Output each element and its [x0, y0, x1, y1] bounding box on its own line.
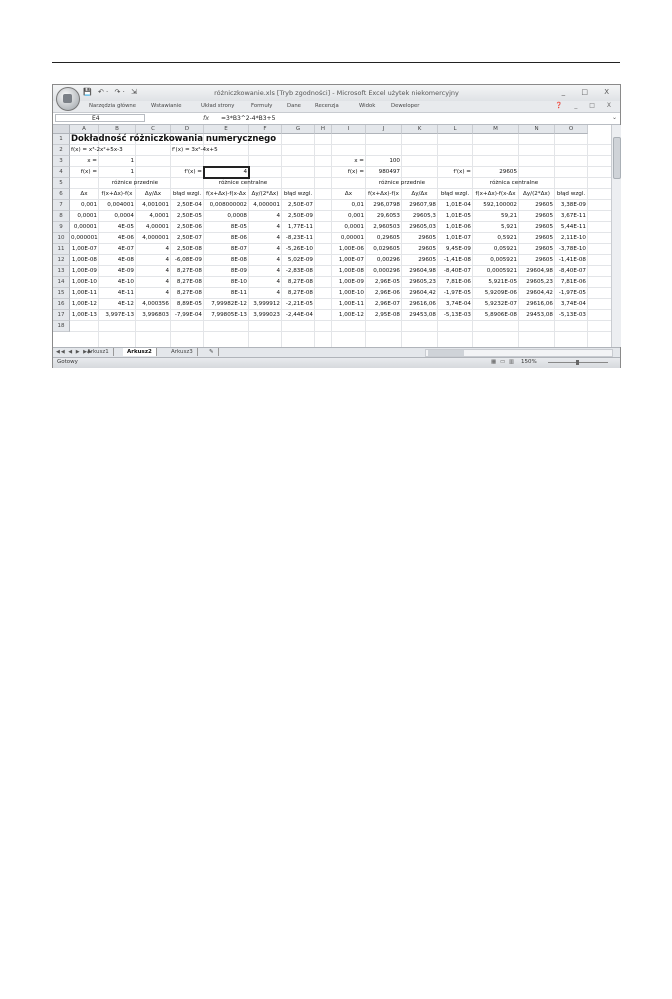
data-cell[interactable]: 4 — [165, 279, 169, 285]
data-cell[interactable]: 296,0798 — [373, 202, 400, 208]
row-header-6[interactable]: 6 — [53, 189, 70, 200]
horizontal-scroll-thumb[interactable] — [428, 350, 464, 356]
data-cell[interactable]: 2,11E-10 — [560, 235, 586, 241]
column-header-j[interactable]: J — [366, 125, 402, 134]
data-cell[interactable]: -3,78E-10 — [558, 246, 586, 252]
data-cell[interactable]: 4 — [276, 290, 280, 296]
column-label[interactable]: Δy/Δx — [144, 191, 162, 197]
function-label[interactable]: f(x) = x³-2x²+5x-3 — [71, 147, 123, 153]
sheet-nav-arrows[interactable]: ◀◀ ◀ ▶ ▶▶ — [56, 349, 93, 355]
data-cell[interactable]: 4E-09 — [117, 268, 134, 274]
data-cell[interactable]: 29616,06 — [409, 301, 436, 307]
customize-toolbar-icon[interactable]: ⇲ — [131, 88, 137, 96]
zoom-level[interactable]: 150% — [521, 359, 537, 365]
data-cell[interactable]: -1,41E-08 — [558, 257, 586, 263]
save-icon[interactable]: 💾 — [83, 88, 92, 96]
fx-label[interactable]: f(x) = — [80, 169, 97, 175]
tab-developer[interactable]: Deweloper — [391, 103, 420, 109]
data-cell[interactable]: -5,26E-10 — [285, 246, 313, 252]
data-cell[interactable]: 29453,08 — [526, 312, 553, 318]
data-cell[interactable]: -8,23E-11 — [285, 235, 313, 241]
data-cell[interactable]: 29605 — [535, 202, 553, 208]
window-controls[interactable]: _ □ X — [561, 88, 616, 96]
data-cell[interactable]: 8,27E-08 — [287, 290, 313, 296]
row-header-16[interactable]: 16 — [53, 299, 70, 310]
data-cell[interactable]: -1,97E-05 — [443, 290, 471, 296]
column-gridline — [587, 134, 588, 347]
data-cell[interactable]: 3,67E-11 — [560, 213, 586, 219]
data-cell[interactable]: 2,50E-08 — [176, 246, 202, 252]
formula-bar — [53, 113, 620, 125]
data-cell[interactable]: 1,00E-11 — [338, 301, 364, 307]
column-label[interactable]: Δx — [80, 191, 88, 197]
data-cell[interactable]: 29605,23 — [409, 279, 436, 285]
select-all-corner[interactable] — [53, 125, 70, 134]
sheet-tab-arkusz2[interactable]: Arkusz2 — [123, 348, 157, 356]
data-cell[interactable]: 1,01E-05 — [445, 213, 471, 219]
data-cell[interactable]: 592,100002 — [483, 202, 517, 208]
column-gridline — [365, 134, 366, 347]
column-gridline — [437, 134, 438, 347]
office-button[interactable] — [56, 87, 80, 111]
x-value[interactable]: 1 — [130, 158, 134, 164]
data-cell[interactable]: 2,50E-07 — [287, 202, 313, 208]
column-gridline — [314, 134, 315, 347]
data-cell[interactable]: 1,00E-12 — [71, 301, 97, 307]
derivative-label[interactable]: f'(x) = — [453, 169, 471, 175]
expand-formula-icon[interactable]: ⌄ — [611, 114, 617, 121]
worksheet-grid[interactable] — [53, 125, 611, 347]
data-cell[interactable]: 29616,06 — [526, 301, 553, 307]
sheet-tab-arkusz1[interactable]: Arkusz1 — [83, 348, 114, 356]
data-cell[interactable]: 0,05921 — [493, 246, 517, 252]
data-cell[interactable]: 29604,98 — [526, 268, 553, 274]
tab-review[interactable]: Recenzja — [315, 103, 339, 109]
tab-insert[interactable]: Wstawianie — [151, 103, 182, 109]
sheet-title[interactable]: Dokładność różniczkowania numerycznego — [71, 134, 277, 144]
data-cell[interactable]: 29605 — [418, 235, 436, 241]
tab-view[interactable]: Widok — [359, 103, 376, 109]
data-cell[interactable]: 29605 — [535, 257, 553, 263]
column-gridline — [98, 134, 99, 347]
data-cell[interactable]: 3,999912 — [253, 301, 280, 307]
data-cell[interactable]: 4,000356 — [142, 301, 169, 307]
data-cell[interactable]: 9,45E-09 — [445, 246, 471, 252]
data-cell[interactable]: 4,000001 — [253, 202, 280, 208]
column-header-e[interactable]: E — [204, 125, 249, 134]
data-cell[interactable]: 0,005921 — [490, 257, 517, 263]
data-cell[interactable]: 0,004001 — [107, 202, 134, 208]
data-cell[interactable]: 1,00E-10 — [338, 290, 364, 296]
data-cell[interactable]: 1,00E-09 — [71, 268, 97, 274]
data-cell[interactable]: 8E-09 — [230, 268, 247, 274]
derivative-label[interactable]: f'(x) = — [184, 169, 202, 175]
data-cell[interactable]: 0,001 — [80, 202, 97, 208]
data-cell[interactable]: 2,960503 — [373, 224, 400, 230]
data-cell[interactable]: 2,50E-04 — [176, 202, 202, 208]
data-cell[interactable]: 4 — [276, 257, 280, 263]
data-cell[interactable]: 2,96E-06 — [374, 290, 400, 296]
data-cell[interactable]: 4 — [165, 257, 169, 263]
row-header-15[interactable]: 15 — [53, 288, 70, 299]
data-cell[interactable]: 2,50E-06 — [176, 224, 202, 230]
column-label[interactable]: Δy/Δx — [411, 191, 428, 197]
data-cell[interactable]: 29605 — [535, 213, 553, 219]
data-cell[interactable]: 8,89E-05 — [176, 301, 202, 307]
data-cell[interactable]: 29604,42 — [409, 290, 436, 296]
column-header-i[interactable]: I — [332, 125, 366, 134]
column-header-a[interactable]: A — [70, 125, 99, 134]
data-cell[interactable]: 1,00E-10 — [71, 279, 97, 285]
row-header-2[interactable]: 2 — [53, 145, 70, 156]
data-cell[interactable]: 4E-05 — [117, 224, 134, 230]
derivative-label[interactable]: f'(x) = 3x²-4x+5 — [172, 147, 218, 153]
name-box[interactable]: E4 — [55, 114, 145, 122]
fx-label[interactable]: f(x) = — [347, 169, 364, 175]
column-header-d[interactable]: D — [171, 125, 204, 134]
column-gridline — [281, 134, 282, 347]
data-cell[interactable]: -7,99E-04 — [174, 312, 202, 318]
data-cell[interactable]: 8E-08 — [230, 257, 247, 263]
column-label[interactable]: Δy/(2*Δx) — [523, 191, 550, 197]
column-header-n[interactable]: N — [519, 125, 555, 134]
column-label[interactable]: błąd wzgl. — [172, 191, 202, 197]
row-header-5[interactable]: 5 — [53, 178, 70, 189]
data-cell[interactable]: 5,921E-05 — [488, 279, 517, 285]
data-cell[interactable]: -5,13E-03 — [558, 312, 586, 318]
data-cell[interactable]: 4,00001 — [145, 224, 169, 230]
row-header-7[interactable]: 7 — [53, 200, 70, 211]
data-cell[interactable]: 8E-06 — [230, 235, 247, 241]
data-cell[interactable]: 0,00296 — [376, 257, 400, 263]
column-header-f[interactable]: F — [249, 125, 282, 134]
data-cell[interactable]: 0,00001 — [340, 235, 364, 241]
column-header-c[interactable]: C — [136, 125, 171, 134]
tab-formulas[interactable]: Formuły — [251, 103, 273, 109]
x-label[interactable]: x = — [87, 158, 97, 164]
data-cell[interactable]: 0,0008 — [227, 213, 247, 219]
data-cell[interactable]: 29605 — [418, 246, 436, 252]
column-header-g[interactable]: G — [282, 125, 315, 134]
tab-home[interactable]: Narzędzia główne — [89, 103, 137, 109]
data-cell[interactable]: 3,38E-09 — [560, 202, 586, 208]
x-value[interactable]: 100 — [389, 158, 400, 164]
data-cell[interactable]: 5,44E-11 — [560, 224, 586, 230]
row-header-10[interactable]: 10 — [53, 233, 70, 244]
data-cell[interactable]: 8,27E-08 — [176, 279, 202, 285]
row-header-13[interactable]: 13 — [53, 266, 70, 277]
data-cell[interactable]: 0,01 — [351, 202, 364, 208]
data-cell[interactable]: 5,921 — [500, 224, 517, 230]
forward-differences-label: różnice przednie — [111, 180, 159, 186]
vertical-scrollbar[interactable] — [611, 125, 621, 347]
data-cell[interactable]: 2,96E-05 — [374, 279, 400, 285]
data-cell[interactable]: 4E-11 — [117, 290, 134, 296]
data-cell[interactable]: -1,97E-05 — [558, 290, 586, 296]
horizontal-scrollbar[interactable] — [425, 349, 613, 357]
data-cell[interactable]: 2,50E-07 — [176, 235, 202, 241]
data-cell[interactable]: 29605 — [535, 235, 553, 241]
redo-icon[interactable]: ↷ · — [114, 88, 125, 96]
row-header-9[interactable]: 9 — [53, 222, 70, 233]
undo-icon[interactable]: ↶ · — [97, 88, 109, 96]
data-cell[interactable]: 1,00E-11 — [71, 290, 97, 296]
ribbon-tabs — [53, 101, 620, 113]
column-gridline — [401, 134, 402, 347]
data-cell[interactable]: 29607,98 — [409, 202, 436, 208]
column-gridline — [518, 134, 519, 347]
data-cell[interactable]: 0,5921 — [497, 235, 517, 241]
data-cell[interactable]: 4 — [276, 268, 280, 274]
column-gridline — [472, 134, 473, 347]
column-gridline — [331, 134, 332, 347]
data-cell[interactable]: 0,0001 — [344, 224, 364, 230]
derivative-value[interactable]: 29605 — [499, 169, 517, 175]
excel-window — [52, 84, 621, 368]
column-label[interactable]: Δx — [344, 191, 353, 197]
column-label[interactable]: błąd wzgl. — [556, 191, 586, 197]
data-cell[interactable]: 8E-11 — [230, 290, 247, 296]
column-gridline — [554, 134, 555, 347]
column-header-h[interactable]: H — [315, 125, 332, 134]
data-cell[interactable]: 3,996803 — [142, 312, 169, 318]
data-cell[interactable]: 29605 — [418, 257, 436, 263]
data-cell[interactable]: 4,001001 — [142, 202, 169, 208]
data-cell[interactable]: 1,00E-08 — [71, 257, 97, 263]
fx-value[interactable]: 1 — [130, 169, 134, 175]
data-cell[interactable]: 3,74E-04 — [560, 301, 586, 307]
data-cell[interactable]: 7,81E-06 — [560, 279, 586, 285]
data-cell[interactable]: 4 — [165, 246, 169, 252]
data-cell[interactable]: 1,77E-11 — [287, 224, 313, 230]
data-cell[interactable]: 29604,98 — [409, 268, 436, 274]
data-cell[interactable]: 8,27E-08 — [287, 279, 313, 285]
row-header-17[interactable]: 17 — [53, 310, 70, 321]
column-label[interactable]: f(x+Δx)-f(x-Δx — [475, 191, 516, 197]
data-cell[interactable]: 0,0001 — [77, 213, 97, 219]
data-cell[interactable]: 29453,08 — [409, 312, 436, 318]
data-cell[interactable]: 5,02E-09 — [287, 257, 313, 263]
data-cell[interactable]: 1,00E-07 — [338, 257, 364, 263]
data-cell[interactable]: 0,000296 — [373, 268, 400, 274]
title-bar — [53, 85, 620, 101]
vertical-scroll-thumb[interactable] — [613, 137, 621, 179]
data-cell[interactable]: 1,00E-12 — [338, 312, 364, 318]
data-cell[interactable]: 4E-06 — [117, 235, 134, 241]
row-header-14[interactable]: 14 — [53, 277, 70, 288]
row-header-12[interactable]: 12 — [53, 255, 70, 266]
data-cell[interactable]: 1,00E-13 — [71, 312, 97, 318]
row-header-3[interactable]: 3 — [53, 156, 70, 167]
row-header-18[interactable]: 18 — [53, 321, 70, 332]
sheet-tab-arkusz3[interactable]: Arkusz3 — [167, 348, 198, 356]
data-cell[interactable]: 4 — [276, 235, 280, 241]
data-cell[interactable]: 4 — [276, 279, 280, 285]
column-label[interactable]: f(x+Δx)-f(x — [368, 191, 399, 197]
data-cell[interactable]: 7,99982E-12 — [211, 301, 247, 307]
data-cell[interactable]: 29605,03 — [409, 224, 436, 230]
data-cell[interactable]: 4,0001 — [149, 213, 169, 219]
data-cell[interactable]: 29604,42 — [526, 290, 553, 296]
data-cell[interactable]: 2,96E-07 — [374, 301, 400, 307]
data-cell[interactable]: 7,99805E-13 — [211, 312, 247, 318]
data-cell[interactable]: 0,001 — [347, 213, 364, 219]
data-cell[interactable]: 0,000001 — [71, 235, 98, 241]
data-cell[interactable]: 4 — [165, 290, 169, 296]
data-cell[interactable]: 1,00E-06 — [338, 246, 364, 252]
data-cell[interactable]: 3,999023 — [253, 312, 280, 318]
derivative-value[interactable]: 4 — [243, 169, 247, 175]
column-label[interactable]: f(x+Δx)-f(x-Δx — [205, 191, 247, 197]
data-cell[interactable]: 5,8906E-08 — [484, 312, 517, 318]
data-cell[interactable]: 59,21 — [500, 213, 517, 219]
data-cell[interactable]: 1,00E-09 — [338, 279, 364, 285]
formula-input[interactable]: =3*B3^2-4*B3+5 — [221, 114, 276, 122]
central-differences-label: różnice centralne — [218, 180, 268, 186]
ribbon-right-controls[interactable]: ❓ _ □ X — [555, 102, 616, 109]
data-cell[interactable]: 29605,3 — [412, 213, 436, 219]
zoom-slider[interactable] — [548, 362, 608, 363]
data-cell[interactable]: -2,83E-08 — [285, 268, 313, 274]
data-cell[interactable]: 4 — [165, 268, 169, 274]
data-cell[interactable]: 0,29605 — [376, 235, 400, 241]
row-header-1[interactable]: 1 — [53, 134, 70, 145]
data-cell[interactable]: 5,9232E-07 — [484, 301, 517, 307]
data-cell[interactable]: 8,27E-08 — [176, 290, 202, 296]
data-cell[interactable]: -2,21E-05 — [285, 301, 313, 307]
data-cell[interactable]: -1,41E-08 — [443, 257, 471, 263]
data-cell[interactable]: 1,00E-08 — [338, 268, 364, 274]
data-cell[interactable]: 8E-07 — [230, 246, 247, 252]
data-cell[interactable]: 8E-05 — [230, 224, 247, 230]
data-cell[interactable]: 0,00001 — [73, 224, 97, 230]
data-cell[interactable]: -2,44E-04 — [285, 312, 313, 318]
fx-icon[interactable]: fx — [203, 114, 210, 122]
data-cell[interactable]: 1,01E-06 — [445, 224, 471, 230]
data-cell[interactable]: -8,40E-07 — [558, 268, 586, 274]
data-cell[interactable]: 0,029605 — [373, 246, 400, 252]
data-cell[interactable]: 29605,23 — [526, 279, 553, 285]
column-header-l[interactable]: L — [438, 125, 473, 134]
data-cell[interactable]: -6,08E-09 — [174, 257, 202, 263]
view-mode-icons[interactable]: ▦ ▭ ▥ — [491, 359, 516, 365]
forward-differences-label: różnice przednie — [378, 180, 426, 186]
data-cell[interactable]: 4E-07 — [117, 246, 134, 252]
data-cell[interactable]: 29,6053 — [376, 213, 400, 219]
data-cell[interactable]: 5,9209E-06 — [484, 290, 517, 296]
data-cell[interactable]: 0,008000002 — [209, 202, 247, 208]
data-cell[interactable]: 4E-12 — [117, 301, 134, 307]
data-cell[interactable]: 29605 — [535, 246, 553, 252]
data-cell[interactable]: 4 — [276, 213, 280, 219]
data-cell[interactable]: 29605 — [535, 224, 553, 230]
row-gridline — [70, 331, 611, 332]
row-header-4[interactable]: 4 — [53, 167, 70, 178]
x-label[interactable]: x = — [354, 158, 364, 164]
data-cell[interactable]: 4 — [276, 224, 280, 230]
data-cell[interactable]: 4E-08 — [117, 257, 134, 263]
data-cell[interactable]: 0,0004 — [114, 213, 134, 219]
column-gridline — [170, 134, 171, 347]
data-cell[interactable]: 4,000001 — [142, 235, 169, 241]
column-gridline — [135, 134, 136, 347]
data-cell[interactable]: 4 — [276, 246, 280, 252]
data-cell[interactable]: 1,00E-07 — [71, 246, 97, 252]
column-header-k[interactable]: K — [402, 125, 438, 134]
row-header-8[interactable]: 8 — [53, 211, 70, 222]
insert-sheet-icon[interactable]: ✎ — [205, 348, 219, 356]
fx-value[interactable]: 980497 — [378, 169, 400, 175]
page-top-rule — [52, 62, 620, 63]
row-header-11[interactable]: 11 — [53, 244, 70, 255]
column-header-m[interactable]: M — [473, 125, 519, 134]
column-label[interactable]: f(x+Δx)-f(x — [101, 191, 133, 197]
column-header-b[interactable]: B — [99, 125, 136, 134]
data-cell[interactable]: 2,95E-08 — [374, 312, 400, 318]
data-cell[interactable]: 1,01E-07 — [445, 235, 471, 241]
data-cell[interactable]: 3,74E-04 — [445, 301, 471, 307]
column-header-o[interactable]: O — [555, 125, 588, 134]
data-cell[interactable]: 3,997E-13 — [105, 312, 134, 318]
column-label[interactable]: Δy/(2*Δx) — [251, 191, 279, 197]
data-cell[interactable]: -5,13E-03 — [443, 312, 471, 318]
tab-page-layout[interactable]: Układ strony — [201, 103, 235, 109]
data-cell[interactable]: 1,01E-04 — [445, 202, 471, 208]
status-bar — [53, 357, 620, 368]
column-label[interactable]: błąd wzgl. — [283, 191, 313, 197]
data-cell[interactable]: 2,50E-09 — [287, 213, 313, 219]
central-differences-label: różnica centralne — [489, 180, 539, 186]
data-cell[interactable]: 0,0005921 — [486, 268, 517, 274]
status-ready: Gotowy — [57, 359, 78, 365]
data-cell[interactable]: 8E-10 — [230, 279, 247, 285]
data-cell[interactable]: -8,40E-07 — [443, 268, 471, 274]
data-cell[interactable]: 7,81E-06 — [445, 279, 471, 285]
sheet-tab-bar — [53, 347, 620, 357]
tab-data[interactable]: Dane — [287, 103, 301, 109]
column-label[interactable]: błąd wzgl. — [440, 191, 470, 197]
window-title: różniczkowanie.xls [Tryb zgodności] - Microsoft Excel użytek niekomercyjny — [214, 89, 459, 97]
data-cell[interactable]: 4E-10 — [117, 279, 134, 285]
data-cell[interactable]: 2,50E-05 — [176, 213, 202, 219]
data-cell[interactable]: 8,27E-08 — [176, 268, 202, 274]
